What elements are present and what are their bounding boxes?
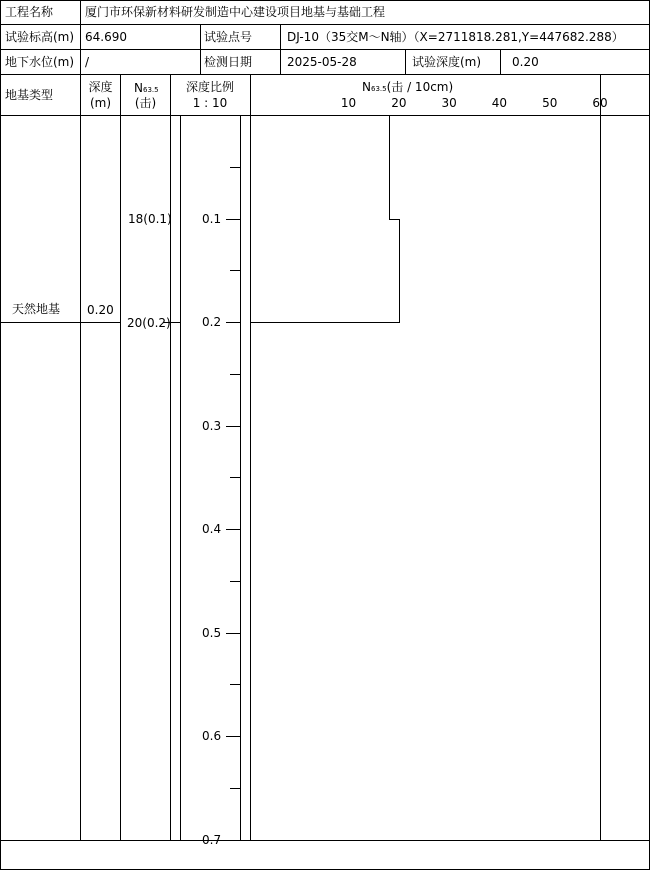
n-header-sub: 63.5 [142,86,159,94]
n-header [134,81,159,97]
layer-bottom-depth: 0.20 [87,303,114,317]
test-elevation-value: 64.690 [85,30,127,44]
test-point-value: DJ-10（35交M～N轴）（X=2711818.281,Y=447682.288） [287,30,624,44]
test-depth-value: 0.20 [512,55,539,69]
x-tick-label: 20 [391,96,407,110]
x-tick-label: 60 [592,96,608,110]
test-point-label: 试验点号 [204,30,253,44]
soil-type-header: 地基类型 [5,88,54,102]
depth-tick-label: 0.4 [202,522,222,536]
x-tick-label: 40 [491,96,508,110]
depth-tick-label: 0.7 [202,832,222,847]
test-date-label: 检测日期 [204,55,253,69]
x-tick-label: 50 [542,96,558,110]
depth-tick-label: 0.1 [202,211,222,226]
outer-border [1,1,650,870]
groundwater-label: 地下水位(m) [5,55,75,69]
chart-title [362,80,453,96]
depth-scale-ratio: 1 : 10 [192,96,228,110]
n-value-row: 20(0.2) [127,316,171,330]
depth-tick-label: 0.3 [202,418,222,433]
test-depth-label: 试验深度(m) [412,55,482,69]
project-name-label: 工程名称 [5,5,54,19]
n-step-curve [251,116,400,323]
soil-type-value: 天然地基 [12,302,61,316]
depth-scale-header: 深度比例 [185,80,234,94]
x-tick-label: 30 [441,96,457,110]
test-elevation-label: 试验标高(m) [5,30,75,44]
depth-tick-label: 0.2 [202,315,222,329]
depth-header-line2: (m) [89,96,112,110]
n-header-unit: (击) [134,96,157,110]
x-tick-label: 10 [340,96,357,110]
depth-tick-label: 0.5 [202,625,222,640]
chart-title-main: N [362,80,371,94]
depth-header-line1: 深度 [88,80,113,94]
chart-title-sub: 63.5 [370,85,387,93]
groundwater-value: / [85,55,90,69]
project-name-value: 厦门市环保新材料研发制造中心建设项目地基与基础工程 [85,5,386,19]
n-header-main: N [134,81,143,95]
test-date-value: 2025-05-28 [287,55,357,69]
chart-title-unit: (击 / 10cm) [386,80,454,94]
n-value-row: 18(0.1) [128,212,172,226]
depth-tick-label: 0.6 [202,729,222,743]
